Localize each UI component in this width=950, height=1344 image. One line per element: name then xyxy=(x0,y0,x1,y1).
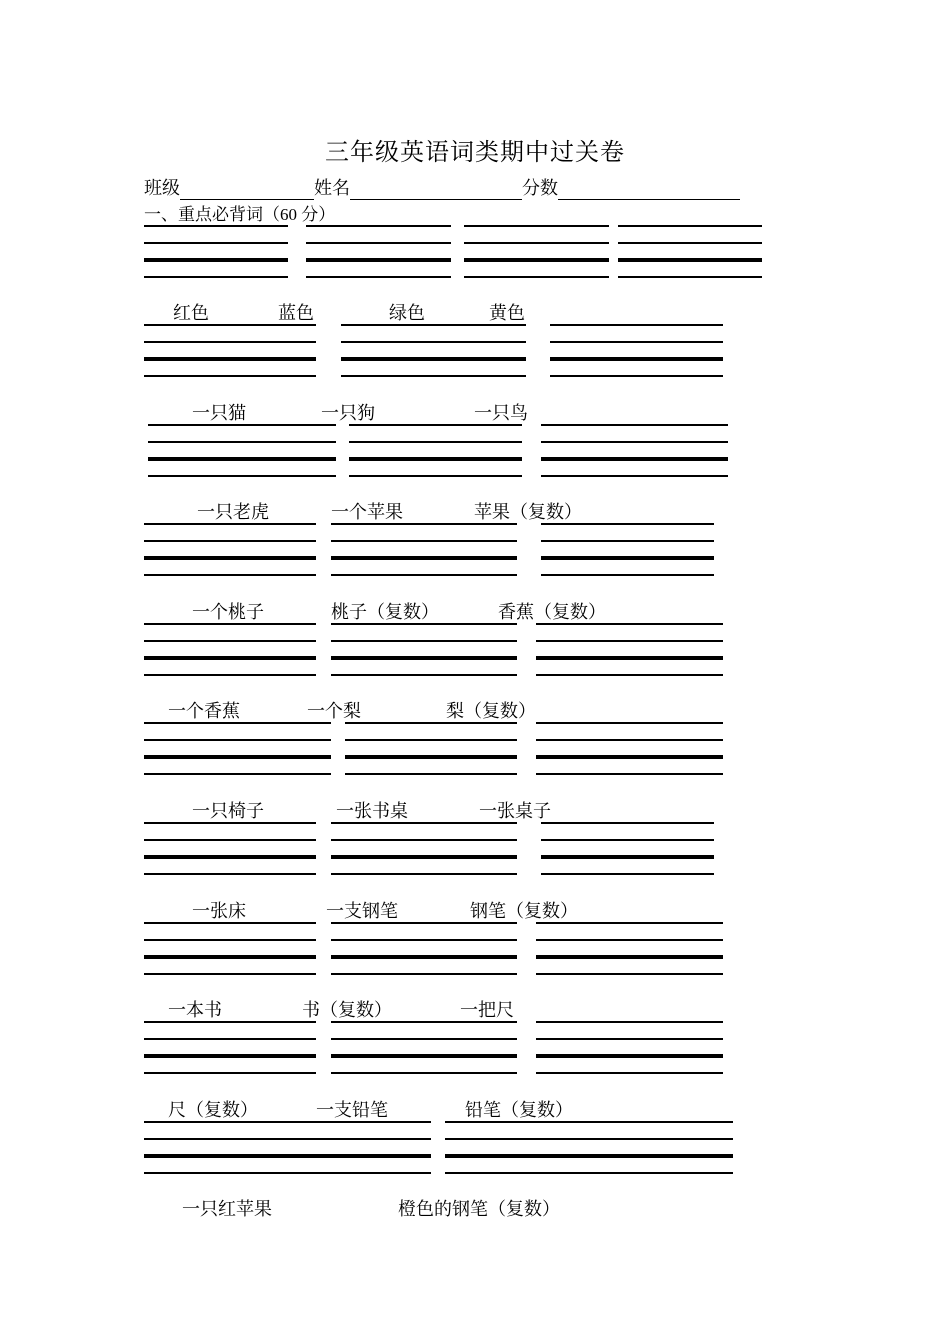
writing-line[interactable] xyxy=(618,258,762,262)
writing-line[interactable] xyxy=(144,623,316,625)
writing-line[interactable] xyxy=(331,623,517,625)
writing-line[interactable] xyxy=(445,1154,733,1158)
writing-line[interactable] xyxy=(464,258,609,262)
vocab-word: 一个苹果 xyxy=(331,502,403,522)
writing-line[interactable] xyxy=(349,424,522,426)
writing-line[interactable] xyxy=(541,441,728,443)
vocab-word: 一把尺 xyxy=(460,1000,514,1020)
writing-line[interactable] xyxy=(536,955,723,959)
writing-line[interactable] xyxy=(144,540,316,542)
writing-line[interactable] xyxy=(144,523,316,525)
writing-line[interactable] xyxy=(445,1121,733,1123)
writing-line[interactable] xyxy=(536,773,723,775)
vocab-word: 苹果（复数） xyxy=(474,502,582,522)
vocab-word: 一个香蕉 xyxy=(168,701,240,721)
writing-line[interactable] xyxy=(550,341,723,343)
writing-line[interactable] xyxy=(331,1021,517,1023)
writing-line[interactable] xyxy=(331,656,517,660)
writing-line[interactable] xyxy=(144,1021,316,1023)
writing-line[interactable] xyxy=(349,475,522,477)
writing-line[interactable] xyxy=(144,1138,431,1140)
writing-line[interactable] xyxy=(144,839,316,841)
writing-line[interactable] xyxy=(550,357,723,361)
writing-line[interactable] xyxy=(144,773,331,775)
vocab-word: 一只猫 xyxy=(192,403,246,423)
writing-line[interactable] xyxy=(306,258,451,262)
writing-line[interactable] xyxy=(144,324,316,326)
writing-line[interactable] xyxy=(144,225,288,227)
writing-line[interactable] xyxy=(144,722,331,724)
writing-line[interactable] xyxy=(148,457,336,461)
writing-line[interactable] xyxy=(541,457,728,461)
writing-line[interactable] xyxy=(618,276,762,278)
writing-line[interactable] xyxy=(144,739,331,741)
writing-line[interactable] xyxy=(618,242,762,244)
writing-line[interactable] xyxy=(445,1138,733,1140)
writing-line[interactable] xyxy=(541,839,714,841)
vocab-word: 一支钢笔 xyxy=(326,901,398,921)
vocab-word: 一只红苹果 xyxy=(182,1199,272,1219)
writing-line[interactable] xyxy=(148,424,336,426)
writing-line[interactable] xyxy=(144,1154,431,1158)
writing-line[interactable] xyxy=(331,955,517,959)
vocab-word: 绿色 xyxy=(389,303,425,323)
writing-line[interactable] xyxy=(331,1054,517,1058)
writing-line[interactable] xyxy=(464,225,609,227)
writing-line[interactable] xyxy=(536,1021,723,1023)
writing-line[interactable] xyxy=(144,939,316,941)
writing-line[interactable] xyxy=(541,523,714,525)
writing-line[interactable] xyxy=(144,640,316,642)
writing-line[interactable] xyxy=(541,540,714,542)
writing-line[interactable] xyxy=(541,424,728,426)
writing-line[interactable] xyxy=(144,873,316,875)
writing-line[interactable] xyxy=(618,225,762,227)
writing-line[interactable] xyxy=(536,939,723,941)
writing-line[interactable] xyxy=(331,640,517,642)
writing-line[interactable] xyxy=(536,656,723,660)
writing-line[interactable] xyxy=(331,523,517,525)
writing-line[interactable] xyxy=(144,973,316,975)
vocab-word: 一支铅笔 xyxy=(316,1100,388,1120)
writing-line[interactable] xyxy=(306,225,451,227)
writing-line[interactable] xyxy=(331,822,517,824)
writing-line[interactable] xyxy=(144,556,316,560)
writing-line[interactable] xyxy=(349,441,522,443)
writing-line[interactable] xyxy=(144,1072,316,1074)
writing-line[interactable] xyxy=(541,556,714,560)
writing-line[interactable] xyxy=(541,873,714,875)
vocab-word: 蓝色 xyxy=(278,303,314,323)
writing-line[interactable] xyxy=(331,1038,517,1040)
writing-line[interactable] xyxy=(536,722,723,724)
writing-line[interactable] xyxy=(536,674,723,676)
section-heading: 一、重点必背词（60 分） xyxy=(144,205,336,224)
writing-line[interactable] xyxy=(341,357,526,361)
writing-line[interactable] xyxy=(341,375,526,377)
writing-line[interactable] xyxy=(144,341,316,343)
writing-line[interactable] xyxy=(345,739,517,741)
writing-line[interactable] xyxy=(148,441,336,443)
writing-line[interactable] xyxy=(331,556,517,560)
writing-line[interactable] xyxy=(144,276,288,278)
vocab-word: 一个梨 xyxy=(307,701,361,721)
vocab-word: 梨（复数） xyxy=(446,701,536,721)
writing-line[interactable] xyxy=(331,855,517,859)
writing-line[interactable] xyxy=(536,755,723,759)
writing-line[interactable] xyxy=(536,1038,723,1040)
writing-line[interactable] xyxy=(541,475,728,477)
writing-line[interactable] xyxy=(536,623,723,625)
writing-line[interactable] xyxy=(306,276,451,278)
writing-line[interactable] xyxy=(144,955,316,959)
vocab-word: 一张书桌 xyxy=(336,801,408,821)
vocab-word: 香蕉（复数） xyxy=(498,602,606,622)
class-label: 班级 xyxy=(144,178,180,198)
vocab-word: 铅笔（复数） xyxy=(465,1100,573,1120)
writing-line[interactable] xyxy=(144,1172,431,1174)
writing-line[interactable] xyxy=(144,357,316,361)
writing-line[interactable] xyxy=(306,242,451,244)
writing-line[interactable] xyxy=(331,922,517,924)
vocab-word: 桃子（复数） xyxy=(331,602,439,622)
writing-line[interactable] xyxy=(144,1054,316,1058)
writing-line[interactable] xyxy=(536,922,723,924)
name-label: 姓名 xyxy=(314,178,350,198)
writing-line[interactable] xyxy=(550,375,723,377)
writing-line[interactable] xyxy=(536,973,723,975)
writing-line[interactable] xyxy=(144,755,331,759)
vocab-word: 一本书 xyxy=(168,1000,222,1020)
writing-line[interactable] xyxy=(345,773,517,775)
vocab-word: 红色 xyxy=(173,303,209,323)
vocab-word: 黄色 xyxy=(489,303,525,323)
writing-line[interactable] xyxy=(144,674,316,676)
vocab-word: 一张桌子 xyxy=(479,801,551,821)
writing-line[interactable] xyxy=(331,1072,517,1074)
vocab-word: 一只鸟 xyxy=(474,403,528,423)
vocab-word: 钢笔（复数） xyxy=(470,901,578,921)
writing-line[interactable] xyxy=(144,242,288,244)
vocab-word: 一只狗 xyxy=(321,403,375,423)
writing-line[interactable] xyxy=(541,574,714,576)
score-label: 分数 xyxy=(522,178,558,198)
writing-line[interactable] xyxy=(541,822,714,824)
writing-line[interactable] xyxy=(144,1038,316,1040)
writing-line[interactable] xyxy=(331,839,517,841)
writing-line[interactable] xyxy=(445,1172,733,1174)
writing-line[interactable] xyxy=(536,640,723,642)
writing-line[interactable] xyxy=(331,939,517,941)
writing-line[interactable] xyxy=(541,855,714,859)
writing-line[interactable] xyxy=(536,1072,723,1074)
writing-line[interactable] xyxy=(349,457,522,461)
page-title: 三年级英语词类期中过关卷 xyxy=(325,140,625,166)
vocab-word: 尺（复数） xyxy=(168,1100,258,1120)
writing-line[interactable] xyxy=(331,973,517,975)
writing-line[interactable] xyxy=(144,1121,431,1123)
writing-line[interactable] xyxy=(144,258,288,262)
writing-line[interactable] xyxy=(341,324,526,326)
vocab-word: 一只老虎 xyxy=(197,502,269,522)
vocab-word: 一只椅子 xyxy=(192,801,264,821)
writing-line[interactable] xyxy=(550,324,723,326)
writing-line[interactable] xyxy=(144,375,316,377)
writing-line[interactable] xyxy=(536,1054,723,1058)
writing-line[interactable] xyxy=(345,755,517,759)
writing-line[interactable] xyxy=(331,540,517,542)
writing-line[interactable] xyxy=(144,574,316,576)
vocab-word: 一张床 xyxy=(192,901,246,921)
writing-line[interactable] xyxy=(148,475,336,477)
vocab-word: 书（复数） xyxy=(302,1000,392,1020)
writing-line[interactable] xyxy=(144,822,316,824)
writing-line[interactable] xyxy=(464,242,609,244)
vocab-word: 一个桃子 xyxy=(192,602,264,622)
writing-line[interactable] xyxy=(144,922,316,924)
writing-line[interactable] xyxy=(331,674,517,676)
writing-line[interactable] xyxy=(144,855,316,859)
writing-line[interactable] xyxy=(341,341,526,343)
writing-line[interactable] xyxy=(144,656,316,660)
writing-line[interactable] xyxy=(464,276,609,278)
writing-line[interactable] xyxy=(536,739,723,741)
writing-line[interactable] xyxy=(331,873,517,875)
writing-line[interactable] xyxy=(331,574,517,576)
writing-line[interactable] xyxy=(345,722,517,724)
vocab-word: 橙色的钢笔（复数） xyxy=(398,1199,560,1219)
